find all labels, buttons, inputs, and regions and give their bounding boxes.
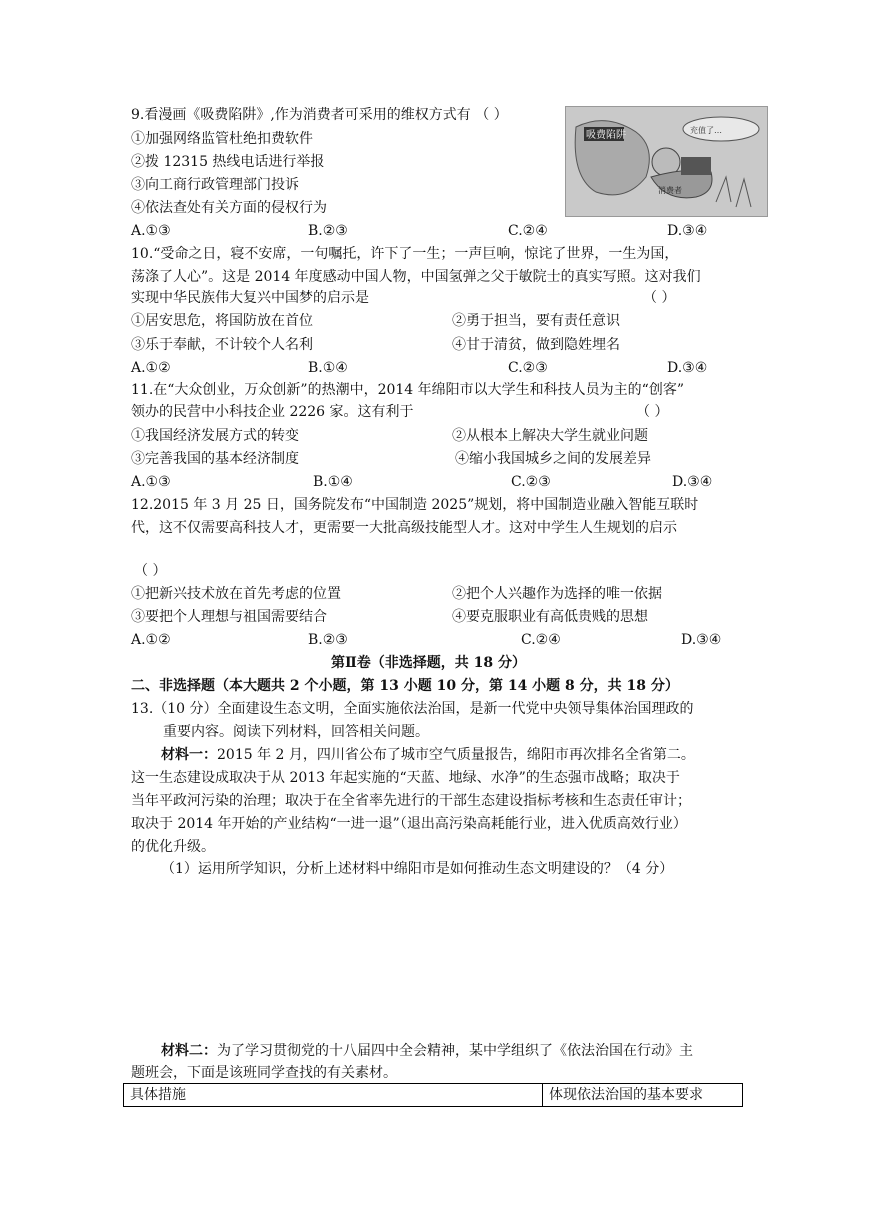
- q10-answer-b: B.①④: [308, 360, 348, 376]
- q13-stem-line-1: 13.（10 分）全面建设生态文明，全面实施依法治国，是新一代党中央领导集体治国理政的: [131, 701, 694, 717]
- q11-answer-b: B.①④: [313, 474, 353, 490]
- q10-stem-line-3: 实现中华民族伟大复兴中国梦的启示是: [131, 290, 369, 306]
- q9-answer-d: D.③④: [667, 223, 708, 239]
- q9-option-2: ②拨 12315 热线电话进行举报: [131, 154, 325, 170]
- q12-option-2: ②把个人兴趣作为选择的唯一依据: [452, 586, 662, 602]
- q9-option-3: ③向工商行政管理部门投诉: [131, 177, 299, 193]
- material-one-line-1: 2015 年 2 月，四川省公布了城市空气质量报告，绵阳市再次排名全省第二。: [217, 747, 695, 763]
- q12-stem-line-2: 代，这不仅需要高科技人才，更需要一大批高级技能型人才。这对中学生人生规划的启示: [131, 520, 677, 536]
- q12-answer-c: C.②④: [521, 632, 561, 648]
- material-two-label: 材料二：: [161, 1043, 217, 1059]
- q10-stem-line-2: 荡涤了人心”。这是 2014 年度感动中国人物，中国氢弹之父于敏院士的真实写照。这对我们: [131, 269, 701, 285]
- q12-answer-d: D.③④: [681, 632, 722, 648]
- q11-stem-line-1: 11.在“大众创业，万众创新”的热潮中，2014 年绵阳市以大学生和科技人员为主的“创客”: [131, 382, 684, 398]
- cartoon-label-bottom: 消费者: [658, 186, 682, 195]
- q10-option-1: ①居安思危，将国防放在首位: [131, 313, 313, 329]
- cartoon-image: [565, 106, 768, 217]
- material-one-label: 材料一：: [161, 747, 217, 763]
- q9-option-1: ①加强网络监管杜绝扣费软件: [131, 131, 313, 147]
- material-two-line-2: 题班会，下面是该班同学查找的有关素材。: [131, 1065, 397, 1081]
- material-one-line-4: 取决于 2014 年开始的产业结构“一进一退”（退出高污染高耗能行业，进入优质高效行业）: [131, 816, 687, 832]
- q11-answer-a: A.①③: [131, 474, 171, 490]
- q9-answer-b: B.②③: [308, 223, 348, 239]
- q11-option-2: ②从根本上解决大学生就业问题: [452, 428, 648, 444]
- q10-answer-c: C.②③: [508, 360, 548, 376]
- q9-answer-c: C.②④: [508, 223, 548, 239]
- q11-stem-line-2: 领办的民营中小科技企业 2226 家。这有利于: [131, 404, 414, 420]
- q12-option-4: ④要克服职业有高低贵贱的思想: [452, 609, 648, 625]
- q9-option-4: ④依法查处有关方面的侵权行为: [131, 200, 327, 216]
- q10-option-3: ③乐于奉献，不计较个人名利: [131, 337, 313, 353]
- q12-answer-b: B.②③: [308, 632, 348, 648]
- q12-option-3: ③要把个人理想与祖国需要结合: [131, 609, 327, 625]
- table-header-measures: 具体措施: [124, 1084, 543, 1106]
- q10-option-4: ④甘于清贫，做到隐姓埋名: [452, 337, 620, 353]
- q13-sub-question-1: （1）运用所学知识，分析上述材料中绵阳市是如何推动生态文明建设的？（4 分）: [161, 861, 674, 877]
- material-one-line-2: 这一生态建设成取决于从 2013 年起实施的“天蓝、地绿、水净”的生态强市战略；取决于: [131, 770, 680, 786]
- table-header-requirements: 体现依法治国的基本要求: [549, 1087, 703, 1103]
- material-two: [161, 1040, 693, 1062]
- q13-stem-line-2: 重要内容。阅读下列材料，回答相关问题。: [163, 724, 429, 740]
- q11-option-4: ④缩小我国城乡之间的发展差异: [455, 451, 651, 467]
- q10-option-2: ②勇于担当，要有责任意识: [452, 313, 620, 329]
- cartoon-label-left: 吸费陷阱: [586, 130, 626, 141]
- q11-answer-paren: （ ）: [636, 404, 669, 420]
- q12-answer-a: A.①②: [131, 632, 171, 648]
- part-two-title: 第Ⅱ卷（非选择题，共 18 分）: [331, 655, 527, 671]
- q12-answer-paren: （ ）: [134, 563, 167, 579]
- q12-option-1: ①把新兴技术放在首先考虑的位置: [131, 586, 341, 602]
- q10-answer-d: D.③④: [667, 360, 708, 376]
- q9-answer-a: A.①③: [131, 223, 171, 239]
- q10-answer-a: A.①②: [131, 360, 171, 376]
- material-one: [161, 744, 695, 766]
- material-one-line-3: 当年平政河污染的治理；取决于在全省率先进行的干部生态建设指标考核和生态责任审计；: [131, 793, 691, 809]
- material-one-line-5: 的优化升级。: [131, 839, 215, 855]
- q11-answer-c: C.②③: [511, 474, 551, 490]
- q12-stem-line-1: 12.2015 年 3 月 25 日，国务院发布“中国制造 2025”规划，将中国制造业融入智能互联时: [131, 497, 699, 513]
- q10-stem-line-1: 10.“受命之日，寝不安席，一句嘱托，许下了一生；一声巨响，惊诧了世界，一生为国，: [131, 246, 679, 262]
- q11-option-3: ③完善我国的基本经济制度: [131, 451, 299, 467]
- q9-stem: 9.看漫画《吸费陷阱》,作为消费者可采用的维权方式有 （ ）: [131, 107, 508, 123]
- q10-answer-paren: （ ）: [643, 290, 676, 306]
- q11-option-1: ①我国经济发展方式的转变: [131, 428, 299, 444]
- cartoon-label-right: 充值了…: [690, 126, 722, 135]
- measures-table: [123, 1083, 743, 1107]
- section-heading: 二、非选择题（本大题共 2 个小题，第 13 小题 10 分，第 14 小题 8 分，共 18 分）: [131, 678, 679, 694]
- q11-answer-d: D.③④: [672, 474, 713, 490]
- material-two-line-1: 为了学习贯彻党的十八届四中全会精神，某中学组织了《依法治国在行动》主: [217, 1043, 693, 1059]
